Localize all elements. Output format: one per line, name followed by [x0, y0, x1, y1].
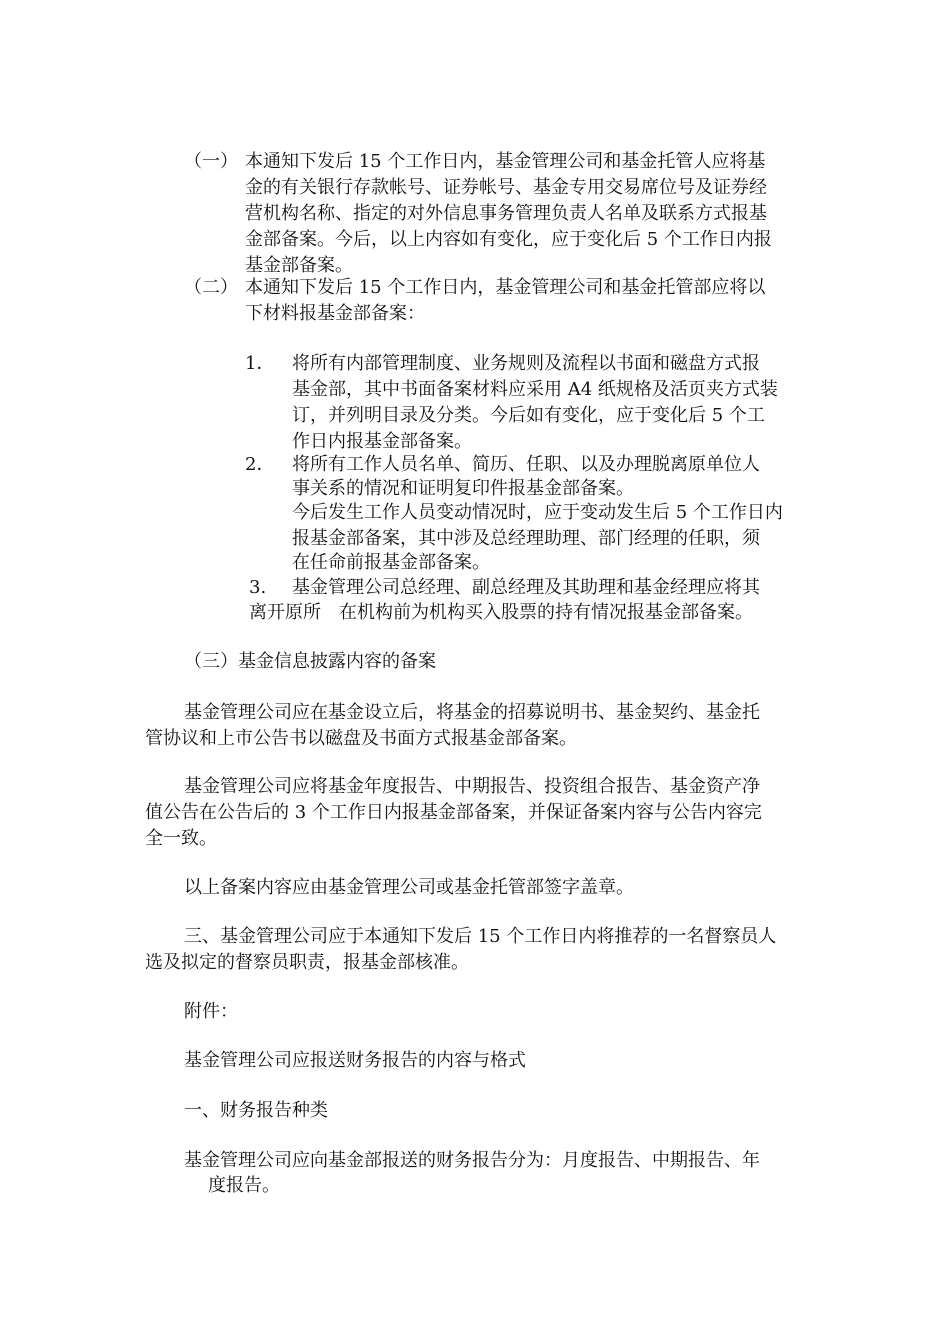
subitem-3-line: 基金管理公司总经理、副总经理及其助理和基金经理应将其 — [292, 577, 760, 598]
subitem-1-line: 将所有内部管理制度、业务规则及流程以书面和磁盘方式报 — [292, 353, 760, 374]
section-3-heading: （三）基金信息披露内容的备案 — [184, 651, 436, 672]
paragraph-line: 三、基金管理公司应于本通知下发后 15 个工作日内将推荐的一名督察员人 — [184, 926, 777, 947]
item-2-marker: （二） — [184, 277, 238, 298]
paragraph-line: 基金管理公司应在基金设立后，将基金的招募说明书、基金契约、基金托 — [184, 702, 760, 723]
subitem-2-line: 事关系的情况和证明复印件报基金部备案。 — [292, 478, 634, 499]
subitem-2-line: 今后发生工作人员变动情况时，应于变动发生后 5 个工作日内 — [292, 502, 783, 523]
paragraph-line: 度报告。 — [208, 1175, 280, 1196]
attachment-label: 附件： — [184, 1001, 238, 1022]
item-1-line: 基金部备案。 — [245, 255, 353, 276]
item-2-line: 本通知下发后 15 个工作日内，基金管理公司和基金托管部应将以 — [245, 277, 766, 298]
paragraph-line: 以上备案内容应由基金管理公司或基金托管部签字盖章。 — [184, 877, 634, 898]
subitem-3-line: 离开原所 在机构前为机构买入股票的持有情况报基金部备案。 — [249, 602, 753, 623]
subitem-2-line: 在任命前报基金部备案。 — [292, 552, 490, 573]
subitem-2-line: 将所有工作人员名单、简历、任职、以及办理脱离原单位人 — [292, 454, 760, 475]
paragraph-line: 基金管理公司应将基金年度报告、中期报告、投资组合报告、基金资产净 — [184, 776, 760, 797]
subitem-1-marker: 1． — [245, 353, 275, 374]
item-1-line: 金部备案。今后，以上内容如有变化，应于变化后 5 个工作日内报 — [245, 229, 772, 250]
item-1-line: 金的有关银行存款帐号、证券帐号、基金专用交易席位号及证券经 — [245, 177, 767, 198]
item-1-line: 本通知下发后 15 个工作日内，基金管理公司和基金托管人应将基 — [245, 151, 766, 172]
paragraph-line: 全一致。 — [145, 828, 217, 849]
subitem-3-marker: 3. — [249, 577, 267, 598]
paragraph-line: 选及拟定的督察员职责，报基金部核准。 — [145, 952, 469, 973]
paragraph-line: 管协议和上市公告书以磁盘及书面方式报基金部备案。 — [145, 728, 577, 749]
subitem-1-line: 基金部，其中书面备案材料应采用 A4 纸规格及活页夹方式装 — [292, 379, 778, 400]
item-1-line: 营机构名称、指定的对外信息事务管理负责人名单及联系方式报基 — [245, 203, 767, 224]
subitem-2-line: 报基金部备案，其中涉及总经理助理、部门经理的任职，须 — [292, 528, 760, 549]
paragraph-line: 值公告在公告后的 3 个工作日内报基金部备案，并保证备案内容与公告内容完 — [145, 802, 762, 823]
subitem-2-marker: 2． — [245, 454, 275, 475]
attachment-title: 基金管理公司应报送财务报告的内容与格式 — [184, 1050, 526, 1071]
paragraph-line: 基金管理公司应向基金部报送的财务报告分为：月度报告、中期报告、年 — [184, 1150, 760, 1171]
item-1-marker: （一） — [184, 151, 238, 172]
item-2-line: 下材料报基金部备案： — [245, 303, 425, 324]
subitem-1-line: 作日内报基金部备案。 — [292, 431, 472, 452]
section-one-heading: 一、财务报告种类 — [184, 1100, 328, 1121]
subitem-1-line: 订，并列明目录及分类。今后如有变化，应于变化后 5 个工 — [292, 405, 765, 426]
